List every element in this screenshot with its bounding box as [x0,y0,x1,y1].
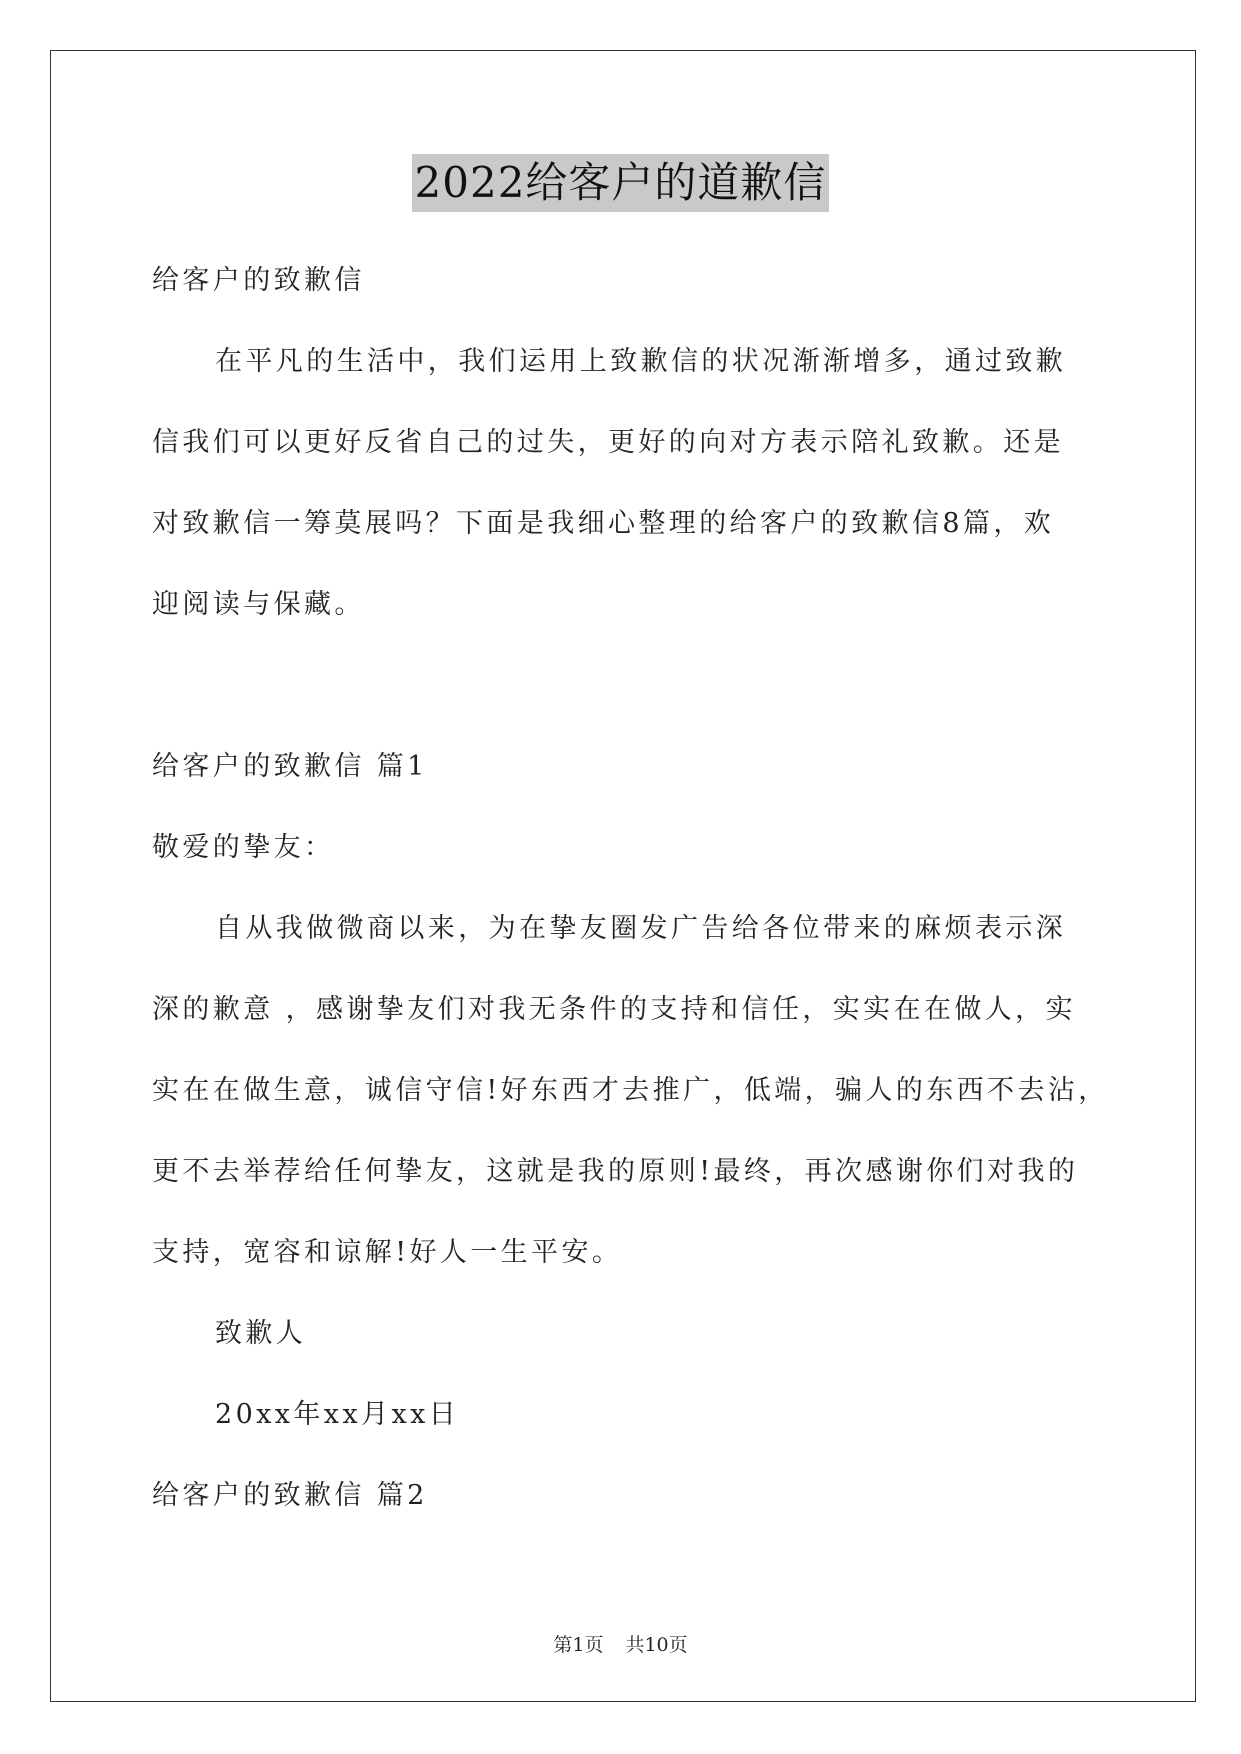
intro-line-1: 在平凡的生活中，我们运用上致歉信的状况渐渐增多，通过致歉 [215,346,1067,377]
section-heading-2: 给客户的致歉信 篇2 [152,1480,428,1511]
intro-line-2: 信我们可以更好反省自己的过失，更好的向对方表示陪礼致歉。还是 [152,427,1064,458]
section-heading-1: 给客户的致歉信 篇1 [152,751,428,782]
letter-line-2: 深的歉意 ，感谢挚友们对我无条件的支持和信任，实实在在做人，实 [152,994,1076,1025]
title-wrap [0,154,1241,212]
letter-date: 20xx年xx月xx日 [215,1399,460,1430]
page-footer [0,1630,1241,1657]
document-title: 2022给客户的道歉信 [412,154,830,212]
letter-line-3: 实在在做生意，诚信守信!好东西才去推广，低端，骗人的东西不去沾， [152,1075,1109,1106]
intro-line-4: 迎阅读与保藏。 [152,589,365,620]
letter-line-5: 支持，宽容和谅解!好人一生平安。 [152,1237,623,1268]
letter-line-4: 更不去举荐给任何挚友，这就是我的原则!最终，再次感谢你们对我的 [152,1156,1079,1187]
page-total: 共10页 [625,1634,688,1656]
subtitle: 给客户的致歉信 [152,265,365,296]
salutation: 敬爱的挚友： [152,832,335,863]
intro-line-3: 对致歉信一筹莫展吗？下面是我细心整理的给客户的致歉信8篇，欢 [152,508,1055,539]
document-body [152,240,1109,1536]
letter-line-1: 自从我做微商以来，为在挚友圈发广告给各位带来的麻烦表示深 [215,913,1067,944]
signature: 致歉人 [215,1318,307,1349]
blank-spacer [152,645,1090,726]
page-number: 第1页 [553,1634,604,1656]
